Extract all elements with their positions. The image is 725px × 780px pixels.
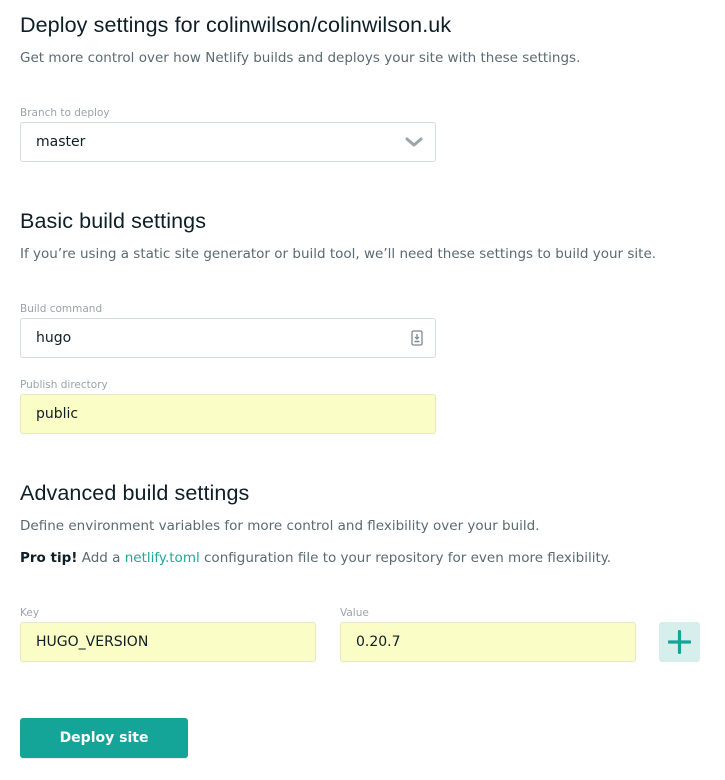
branch-select[interactable] bbox=[20, 122, 436, 162]
advanced-build-description: Define environment variables for more control and flexibility over your build. bbox=[20, 518, 540, 534]
publish-directory-input[interactable] bbox=[20, 394, 436, 434]
advanced-build-title: Advanced build settings bbox=[20, 481, 250, 505]
branch-select-value: master bbox=[36, 134, 86, 150]
build-command-value: hugo bbox=[36, 330, 72, 346]
env-value-value: 0.20.7 bbox=[356, 634, 401, 650]
env-key-label: Key bbox=[20, 607, 40, 619]
env-value-input[interactable] bbox=[340, 622, 636, 662]
publish-directory-value: public bbox=[36, 406, 79, 422]
env-key-value: HUGO_VERSION bbox=[36, 634, 149, 650]
basic-build-title: Basic build settings bbox=[20, 209, 207, 233]
deploy-settings-description: Get more control over how Netlify builds and deploys your site with these settings. bbox=[20, 50, 581, 66]
pro-tip bbox=[20, 550, 611, 566]
branch-label: Branch to deploy bbox=[20, 107, 110, 119]
deploy-site-button[interactable]: Deploy site bbox=[20, 718, 188, 758]
pro-tip-text-after: configuration file to your repository for even more flexibility. bbox=[199, 550, 612, 566]
basic-build-description: If you’re using a static site generator or build tool, we’ll need these settings to build your site. bbox=[20, 246, 657, 262]
env-key-input[interactable] bbox=[20, 622, 316, 662]
build-command-label: Build command bbox=[20, 303, 103, 315]
deploy-settings-title: Deploy settings for colinwilson/colinwilson.uk bbox=[20, 13, 452, 37]
pro-tip-text-before: Add a bbox=[77, 550, 125, 566]
build-command-input[interactable] bbox=[20, 318, 436, 358]
chevron-down-icon bbox=[405, 135, 423, 149]
env-value-label: Value bbox=[340, 607, 369, 619]
publish-directory-label: Publish directory bbox=[20, 379, 108, 391]
netlify-toml-link[interactable]: netlify.toml bbox=[124, 550, 200, 566]
plus-icon bbox=[668, 630, 691, 654]
pro-tip-label: Pro tip! bbox=[20, 550, 78, 566]
keyboard-icon bbox=[411, 330, 423, 346]
add-variable-button[interactable] bbox=[659, 622, 700, 662]
